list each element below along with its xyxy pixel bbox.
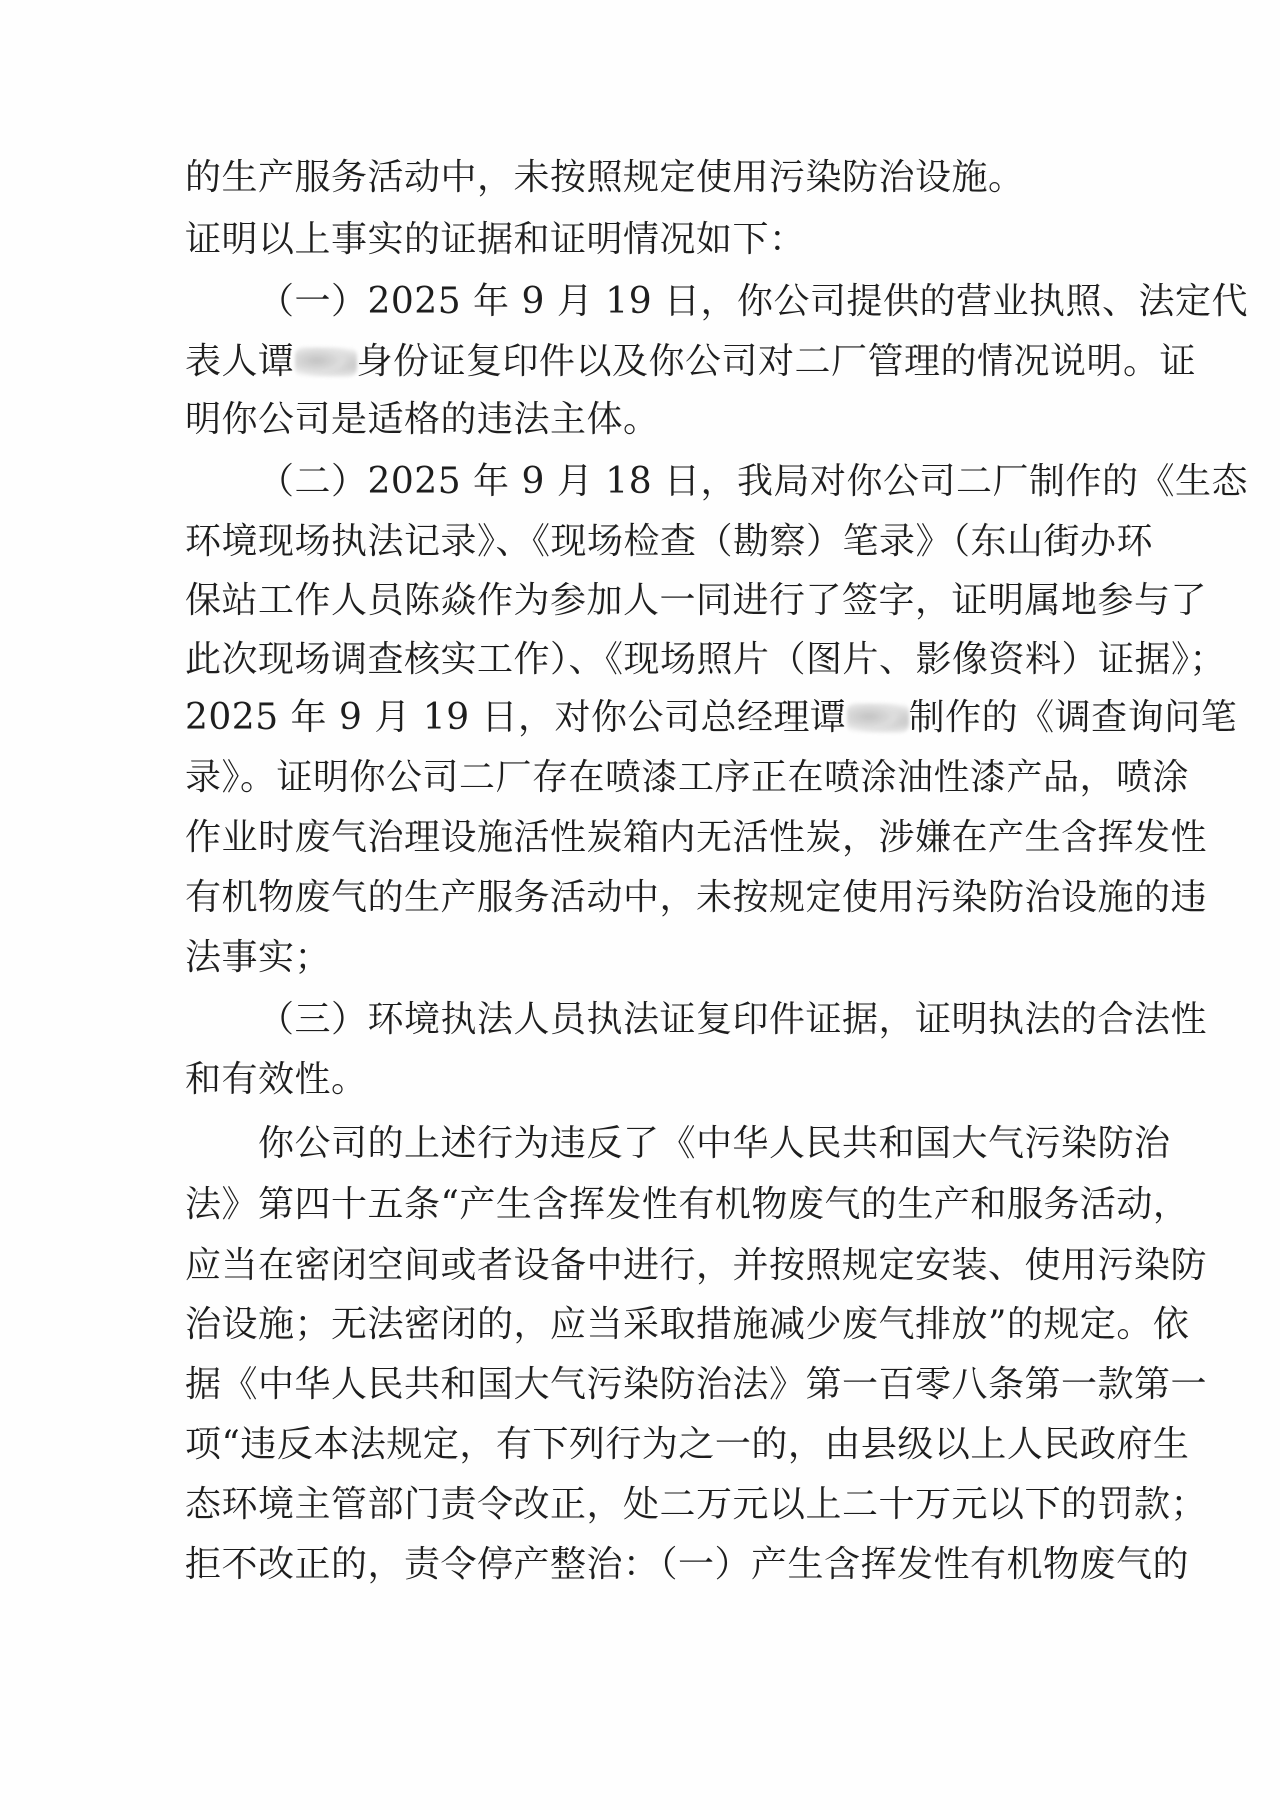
text-segment: 制作的《调查询问笔 <box>908 697 1238 738</box>
text-line: 环境现场执法记录》、《现场检查（勘察）笔录》（东山街办环 <box>185 521 1154 562</box>
text-line: （三）环境执法人员执法证复印件证据，证明执法的合法性 <box>258 999 1208 1040</box>
text-line: 项“违反本法规定，有下列行为之一的，由县级以上人民政府生 <box>185 1424 1190 1465</box>
text-line: 明你公司是适格的违法主体。 <box>185 399 660 440</box>
redacted-name-blur <box>295 347 357 377</box>
text-line: 应当在密闭空间或者设备中进行，并按照规定安装、使用污染防 <box>185 1245 1208 1286</box>
text-line: 的生产服务活动中，未按照规定使用污染防治设施。 <box>185 157 1025 198</box>
text-line: （二）2025 年 9 月 18 日，我局对你公司二厂制作的《生态 <box>258 461 1249 502</box>
text-line <box>185 342 1196 382</box>
text-line: 录》。证明你公司二厂存在喷漆工序正在喷涂油性漆产品，喷涂 <box>185 757 1190 798</box>
text-segment: 表人谭 <box>185 341 295 382</box>
text-line: 法事实； <box>185 937 332 978</box>
text-line <box>185 698 1237 738</box>
text-line: 法》第四十五条“产生含挥发性有机物废气的生产和服务活动， <box>185 1184 1190 1225</box>
text-line: （一）2025 年 9 月 19 日，你公司提供的营业执照、法定代 <box>258 281 1249 322</box>
text-line: 有机物废气的生产服务活动中，未按规定使用污染防治设施的违 <box>185 877 1208 918</box>
text-line: 你公司的上述行为违反了《中华人民共和国大气污染防治 <box>258 1123 1171 1164</box>
text-segment: 2025 年 9 月 19 日，对你公司总经理谭 <box>185 697 847 738</box>
text-line: 据《中华人民共和国大气污染防治法》第一百零八条第一款第一 <box>185 1364 1208 1405</box>
text-line: 治设施；无法密闭的，应当采取措施减少废气排放”的规定。依 <box>185 1304 1190 1345</box>
text-line: 和有效性。 <box>185 1059 368 1100</box>
text-line: 证明以上事实的证据和证明情况如下： <box>185 219 806 260</box>
text-segment: 身份证复印件以及你公司对二厂管理的情况说明。证 <box>356 341 1197 382</box>
text-line: 拒不改正的，责令停产整治：（一）产生含挥发性有机物废气的 <box>185 1544 1190 1585</box>
text-line: 作业时废气治理设施活性炭箱内无活性炭，涉嫌在产生含挥发性 <box>185 817 1208 858</box>
text-line: 态环境主管部门责令改正，处二万元以上二十万元以下的罚款； <box>185 1484 1208 1525</box>
text-line: 此次现场调查核实工作）、《现场照片（图片、影像资料）证据》； <box>185 639 1227 680</box>
redacted-name-blur <box>847 703 909 733</box>
text-line: 保站工作人员陈焱作为参加人一同进行了签字，证明属地参与了 <box>185 580 1208 621</box>
